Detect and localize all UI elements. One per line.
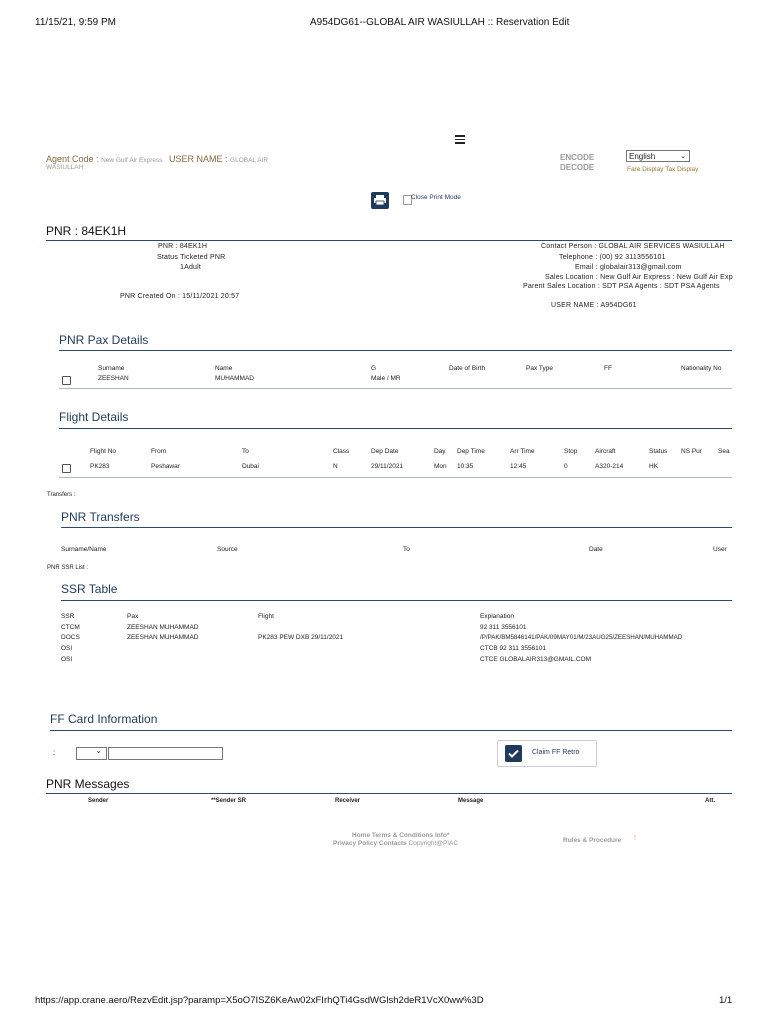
terms-link[interactable]: Terms & Conditions: [371, 832, 434, 839]
telephone: Telephone : (00) 92 3113556101: [559, 254, 666, 261]
menu-icon[interactable]: [455, 135, 465, 144]
flight-arr-time: 12:45: [510, 463, 527, 470]
flight-dep-date: 29/11/2021: [371, 463, 404, 470]
printer-icon: [371, 192, 389, 209]
flight-header-no: Flight No: [90, 448, 117, 455]
transfers-header-name: Surname/Name: [61, 546, 107, 553]
flight-dep-time: 10:35: [457, 463, 474, 470]
messages-header-sender-sr: **Sender SR: [211, 798, 247, 804]
pax-header-name: Name: [215, 365, 233, 372]
email: Email : globalair313@gmail.com: [575, 264, 682, 271]
ssr-row-1-pax: ZEESHAN MUHAMMAD: [127, 624, 199, 631]
pnr-code: PNR : 84EK1H: [158, 243, 208, 250]
flight-header-ns-pur: NS Pur: [681, 448, 702, 455]
transfers-header-user: User: [713, 546, 727, 553]
ff-card-colon: :: [53, 748, 56, 757]
pax-header-gender: G: [371, 365, 377, 372]
user-name-code: USER NAME : A954DG61: [551, 302, 637, 309]
flight-header-aircraft: Aircraft: [595, 448, 616, 455]
chevron-down-icon: ⌄: [95, 746, 102, 755]
footer-links-row-1: [352, 832, 449, 839]
ssr-header-ssr: SSR: [61, 613, 75, 620]
language-value: English: [629, 152, 656, 161]
language-select[interactable]: [626, 150, 690, 162]
transfers-header-to: To: [403, 546, 410, 553]
flight-row-checkbox[interactable]: [62, 464, 71, 473]
transfers-label: Transfers :: [47, 492, 76, 498]
print-title: A954DG61--GLOBAL AIR WASIULLAH :: Reservation Edit: [310, 17, 570, 28]
ssr-header-pax: Pax: [127, 613, 139, 620]
pnr-status: Status Ticketed PNR: [157, 254, 226, 261]
flight-aircraft: A320-214: [595, 463, 624, 470]
ssr-row-4-ssr: OSI: [61, 656, 73, 663]
claim-ff-retro-button[interactable]: [497, 740, 597, 767]
ssr-divider: [61, 600, 732, 601]
flight-header-class: Class: [333, 448, 350, 455]
ssr-row-1-ssr: CTCM: [61, 624, 80, 631]
ssr-row-1-exp: 92 311 3556101: [480, 624, 527, 631]
messages-header-receiver: Receiver: [335, 798, 361, 804]
print-datetime: 11/15/21, 9:59 PM: [35, 17, 116, 28]
transfers-section-title: PNR Transfers: [61, 510, 140, 524]
agent-code-value: New Gulf Air Express: [101, 157, 163, 164]
ssr-header-flight: Flight: [258, 613, 274, 620]
decode-link[interactable]: DECODE: [560, 163, 595, 172]
messages-header-att: Att.: [705, 798, 715, 804]
pax-surname: ZEESHAN: [98, 375, 129, 382]
flight-no: PK283: [90, 463, 110, 470]
pnr-adult: 1Adult: [180, 264, 202, 271]
flight-divider: [59, 428, 732, 429]
ssr-row-2-exp: /P/PAK/BM5846141/PAK/09MAY01/M/23AUG25/ZEESHAN/MUHAMMAD: [480, 634, 683, 641]
flight-header-day: Day: [434, 448, 446, 455]
ssr-row-2-ssr: DOCS: [61, 634, 80, 641]
ssr-row-3-ssr: OSI: [61, 645, 73, 652]
flight-header-dep-date: Dep Date: [371, 448, 399, 455]
ssr-row-3-exp: CTCB 92 311 3556101: [480, 645, 547, 652]
agent-info: [46, 154, 268, 164]
copyright-text: Copyright@PIAC: [408, 840, 459, 847]
pax-section-title: PNR Pax Details: [59, 333, 149, 347]
rules-procedure-link[interactable]: Rules & Procedure: [563, 837, 622, 844]
checkmark-icon: [505, 745, 522, 762]
pax-row-checkbox[interactable]: [62, 376, 71, 385]
messages-header-sender: Sender: [88, 798, 109, 804]
print-page-number: 1/1: [719, 995, 733, 1006]
footer-links-row-2: [333, 840, 458, 847]
user-name-value: GLOBAL AIR: [230, 157, 269, 164]
ssr-row-2-pax: ZEESHAN MUHAMMAD: [127, 634, 199, 641]
flight-day: Mon: [434, 463, 447, 470]
fare-display-link[interactable]: Fare Display: [627, 166, 664, 173]
ff-card-section-title: FF Card Information: [50, 712, 158, 726]
messages-divider: [46, 793, 732, 794]
pax-header-dob: Date of Birth: [449, 365, 486, 372]
flight-header-seat: Sea: [718, 448, 730, 455]
pax-divider: [59, 350, 732, 351]
user-name-label: USER NAME :: [169, 154, 228, 164]
pnr-title: PNR : 84EK1H: [46, 224, 127, 238]
info-link[interactable]: Info*: [434, 832, 450, 839]
contact-person: Contact Person : GLOBAL AIR SERVICES WASIULLAH: [541, 243, 725, 250]
contacts-link[interactable]: Contacts: [378, 840, 407, 847]
ff-card-type-select[interactable]: [76, 747, 107, 760]
ssr-header-explanation: Explanation: [480, 613, 514, 620]
ssr-section-title: SSR Table: [61, 582, 118, 596]
chevron-down-icon: ⌄: [680, 153, 686, 160]
flight-header-status: Status: [649, 448, 668, 455]
agent-code-label: Agent Code :: [46, 154, 99, 164]
pax-header-nationality: Nationality No: [681, 365, 722, 372]
transfers-header-date: Date: [589, 546, 603, 553]
encode-link[interactable]: ENCODE: [560, 153, 595, 162]
flight-header-arr-time: Arr Time: [510, 448, 535, 455]
print-button[interactable]: [371, 192, 389, 209]
flight-class: N: [333, 463, 338, 470]
fare-tax-display: [627, 166, 698, 173]
transfers-divider: [61, 527, 732, 528]
flight-to: Dubai: [242, 463, 259, 470]
parent-sales-location: Parent Sales Location : SDT PSA Agents : SDT PSA Agents: [523, 283, 720, 290]
messages-section-title: PNR Messages: [46, 777, 130, 791]
flight-header-stop: Stop: [564, 448, 578, 455]
close-print-mode-link[interactable]: Close Print Mode: [411, 194, 461, 201]
user-name-value-cont: WASIULLAH: [46, 164, 84, 171]
pax-header-surname: Surname: [98, 365, 125, 372]
transfers-header-source: Source: [217, 546, 238, 553]
flight-stop: 0: [564, 463, 568, 470]
home-link[interactable]: Home: [352, 832, 371, 839]
ssr-row-2-flight: PK283 PEW DXB 29/11/2021: [258, 634, 344, 641]
flight-header-dep-time: Dep Time: [457, 448, 485, 455]
tax-display-link[interactable]: Tax Display: [665, 166, 699, 173]
print-url: https://app.crane.aero/RezvEdit.jsp?paramp=X5oO7ISZ6KeAw02xFIrhQTi4GsdWGlsh2deR1VcX0ww%3D: [35, 995, 484, 1006]
ssr-row-4-exp: CTCE GLOBALAIR313@GMAIL.COM: [480, 656, 591, 663]
messages-header-message: Message: [458, 798, 484, 804]
pax-row-divider: [59, 388, 732, 389]
flight-from: Peshawar: [151, 463, 180, 470]
flight-section-title: Flight Details: [59, 410, 129, 424]
claim-ff-retro-label: Claim FF Retro: [532, 749, 580, 756]
ff-card-divider: [50, 730, 732, 731]
privacy-link[interactable]: Privacy Policy: [333, 840, 378, 847]
pax-header-ff: FF: [604, 365, 612, 372]
flight-row-divider: [59, 477, 732, 478]
pnr-divider: [46, 240, 732, 241]
flight-header-from: From: [151, 448, 167, 455]
pnr-created-on: PNR Created On : 15/11/2021 20:57: [120, 293, 240, 300]
ff-card-number-input[interactable]: [108, 747, 223, 760]
pax-name: MUHAMMAD: [215, 375, 254, 382]
pax-header-type: Pax Type: [526, 365, 553, 372]
ssr-list-label: PNR SSR List :: [47, 565, 89, 571]
flight-status: HK: [649, 463, 659, 470]
pax-gender: Male / MR: [371, 375, 401, 382]
flight-header-to: To: [242, 448, 249, 455]
sales-location: Sales Location : New Gulf Air Express : New Gulf Air Exp: [545, 274, 733, 281]
warning-icon: ǃ: [634, 835, 636, 842]
